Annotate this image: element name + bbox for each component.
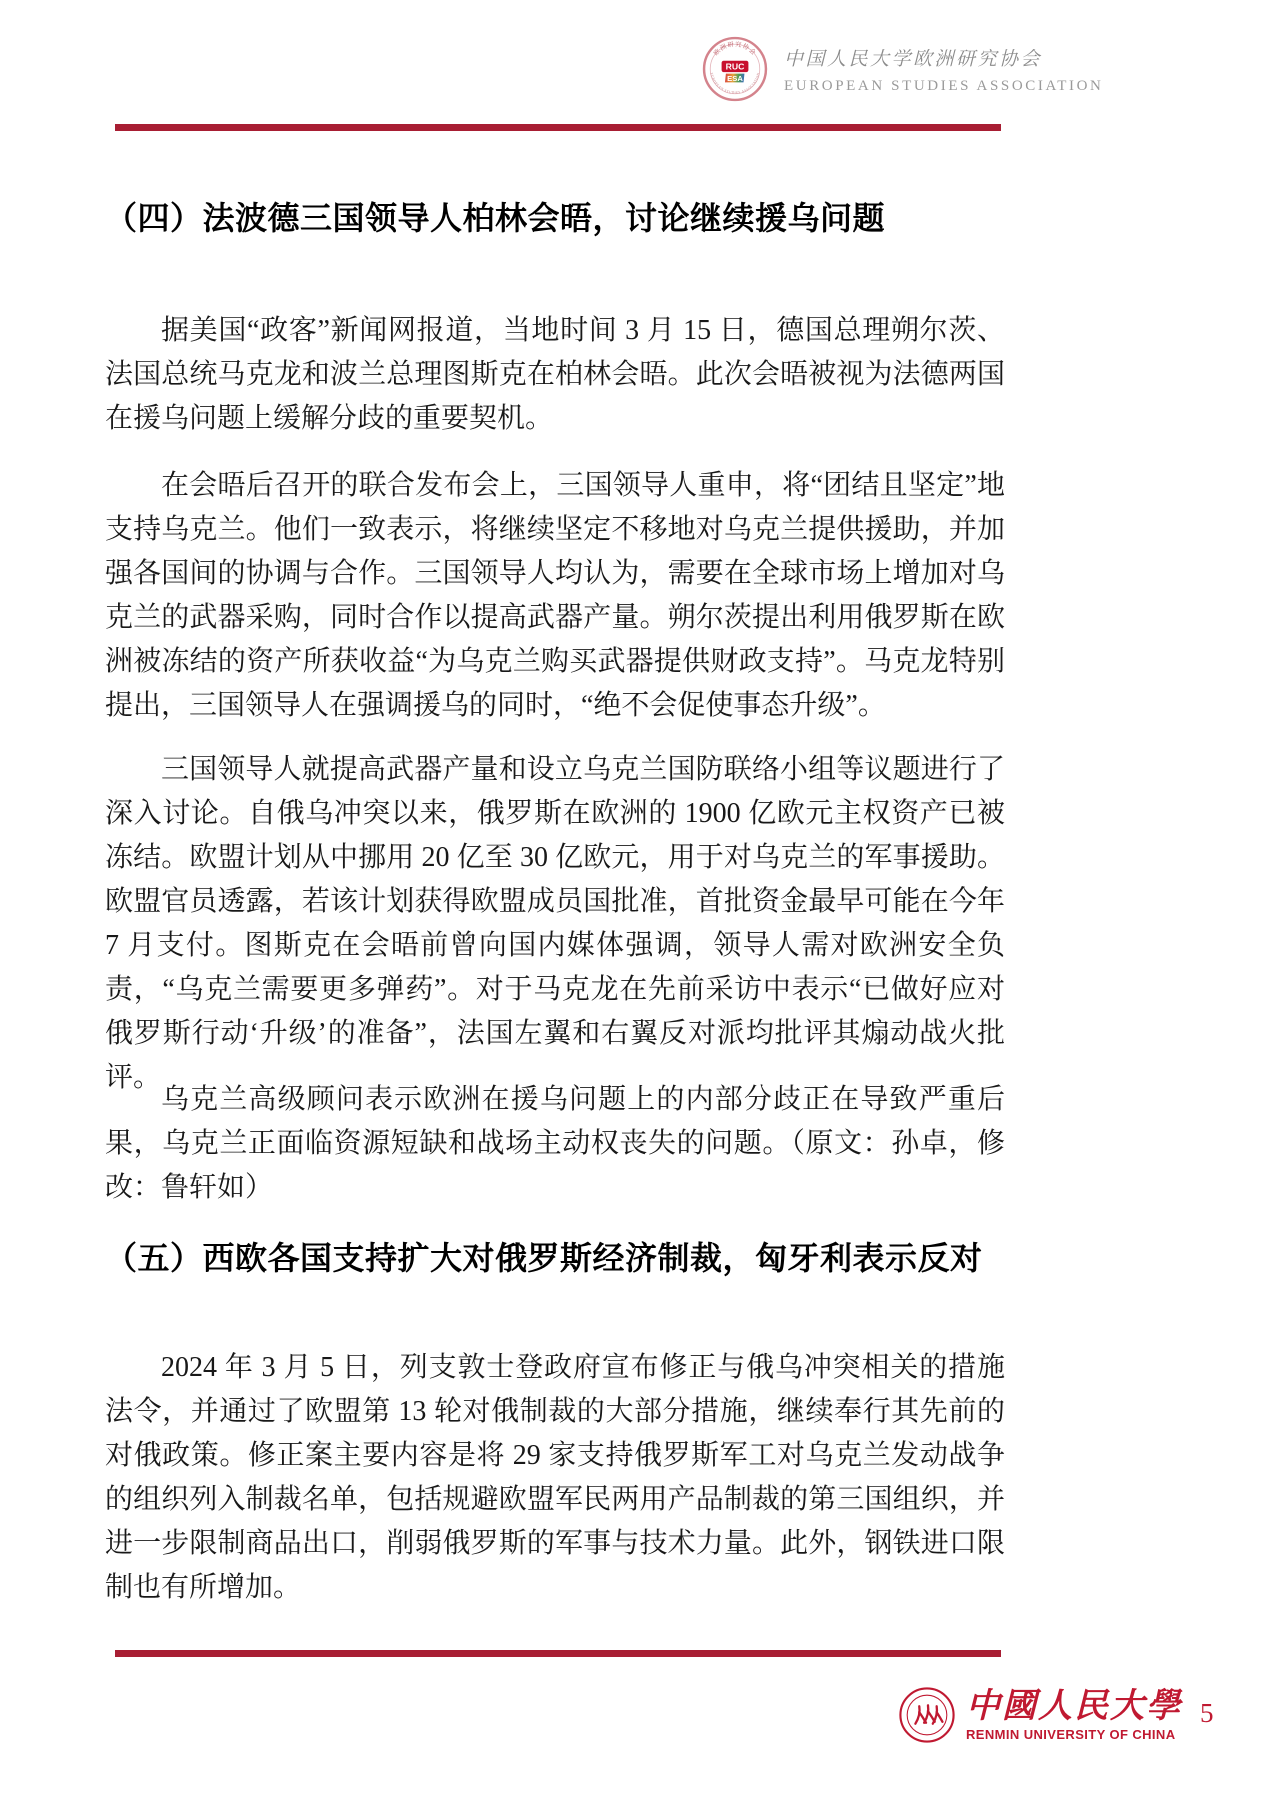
ruc-university-seal-icon — [898, 1686, 956, 1744]
seal-arc-text: 欧洲研究协会 — [712, 41, 758, 58]
paragraph: 2024 年 3 月 5 日，列支敦士登政府宣布修正与俄乌冲突相关的措施法令，并通过了欧盟第 13 轮对俄制裁的大部分措施，继续奉行其先前的对俄政策。修正案主要内容是将 29 家支持俄罗斯军工对乌克兰发动战争的组织列入制裁名单，包括规避欧盟军民两用产品制裁的第三国组织，并进一步限制商品出口，削弱俄罗斯的军事与技术力量。此外，钢铁进口限制也有所增加。 — [105, 1352, 1005, 1603]
section-heading-5: （五）西欧各国支持扩大对俄罗斯经济制裁，匈牙利表示反对 — [105, 1240, 983, 1276]
section-heading-4: （四）法波德三国领导人柏林会晤，讨论继续援乌问题 — [105, 200, 886, 236]
paragraph: 据美国“政客”新闻网报道，当地时间 3 月 15 日，德国总理朔尔茨、法国总统马克龙和波兰总理图斯克在柏林会晤。此次会晤被视为法德两国在援乌问题上缓解分歧的重要契机。 — [105, 315, 1005, 434]
university-name-block — [966, 1688, 1182, 1742]
paragraph: 乌克兰高级顾问表示欧洲在援乌问题上的内部分歧正在导致严重后果，乌克兰正面临资源短缺和战场主动权丧失的问题。（原文：孙卓，修改：鲁轩如） — [105, 1084, 1005, 1203]
seal-ruc-text: RUC — [725, 61, 745, 72]
header-divider-rule — [115, 124, 1001, 131]
org-name-zh: 中国人民大学欧洲研究协会 — [784, 47, 1043, 70]
org-name-en: EUROPEAN STUDIES ASSOCIATION — [784, 77, 1104, 94]
paragraph: 在会晤后召开的联合发布会上，三国领导人重申，将“团结且坚定”地支持乌克兰。他们一致表示，将继续坚定不移地对乌克兰提供援助，并加强各国间的协调与合作。三国领导人均认为，需要在全球市场上增加对乌克兰的武器采购，同时合作以提高武器产量。朔尔茨提出利用俄罗斯在欧洲被冻结的资产所获收益“为乌克兰购买武器提供财政支持”。马克龙特别提出，三国领导人在强调援乌的同时，“绝不会促使事态升级”。 — [105, 470, 1005, 721]
ruc-esa-seal-icon — [702, 36, 768, 102]
university-name-zh: 中國人民大學 — [966, 1686, 1182, 1726]
page-number: 5 — [1200, 1698, 1214, 1728]
org-name-block — [784, 44, 1104, 95]
paragraph: 三国领导人就提高武器产量和设立乌克兰国防联络小组等议题进行了深入讨论。自俄乌冲突以来，俄罗斯在欧洲的 1900 亿欧元主权资产已被冻结。欧盟计划从中挪用 20 亿至 30 亿欧元，用于对乌克兰的军事援助。欧盟官员透露，若该计划获得欧盟成员国批准，首批资金最早可能在今年 7 月支付。图斯克在会晤前曾向国内媒体强调，领导人需对欧洲安全负责，“乌克兰需要更多弹药”。对于马克龙在先前采访中表示“已做好应对俄罗斯行动‘升级’的准备”，法国左翼和右翼反对派均批评其煽动战火批评。 — [105, 754, 1005, 1093]
page-footer — [898, 1686, 1182, 1744]
university-name-en: RENMIN UNIVERSITY OF CHINA — [966, 1727, 1176, 1742]
seal-arc-text-en: EUROPEAN STUDIES ASSOCIATION — [709, 72, 761, 95]
seal-esa-text: ESA — [727, 73, 743, 83]
footer-divider-rule — [115, 1650, 1001, 1657]
page-header — [702, 36, 1104, 102]
